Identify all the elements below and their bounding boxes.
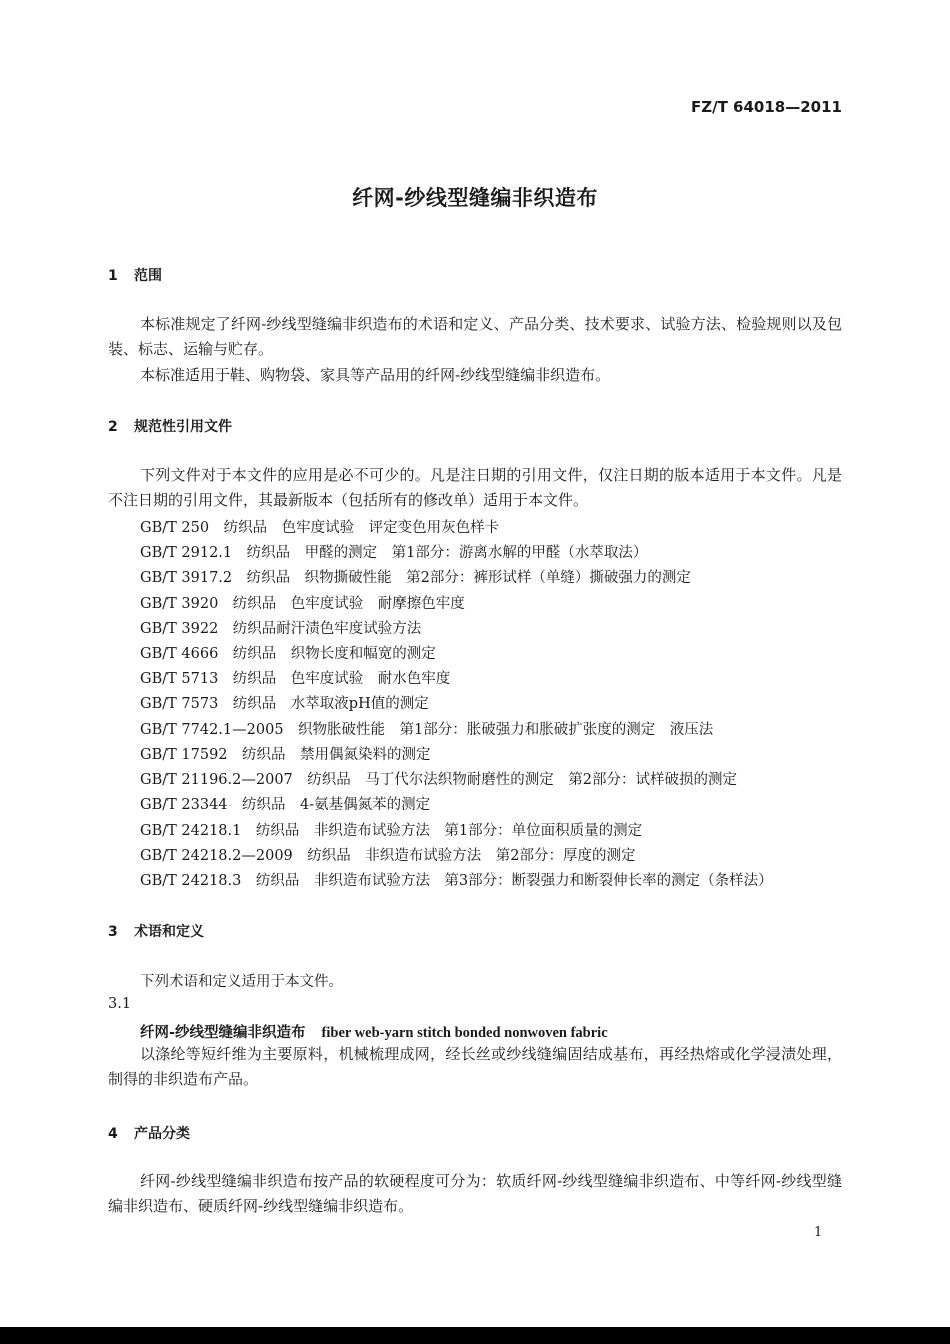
section-title: 产品分类	[134, 1126, 190, 1142]
section-3-intro: 下列术语和定义适用于本文件。	[140, 974, 343, 990]
reference-item: GB/T 23344 纺织品 4-氨基偶氮苯的测定	[140, 797, 431, 813]
reference-item: GB/T 24218.3 纺织品 非织造布试验方法 第3部分：断裂强力和断裂伸长率的测定（条样法）	[140, 873, 773, 889]
page-number: 1	[814, 1225, 823, 1240]
reference-item: GB/T 24218.2—2009 纺织品 非织造布试验方法 第2部分：厚度的测定	[140, 848, 636, 864]
section-1-heading	[108, 265, 162, 285]
reference-item: GB/T 2912.1 纺织品 甲醛的测定 第1部分：游离水解的甲醛（水萃取法）	[140, 545, 648, 561]
section-2-heading	[108, 416, 232, 436]
reference-item: GB/T 3922 纺织品耐汗渍色牢度试验方法	[140, 621, 422, 637]
section-number: 2	[108, 419, 118, 435]
term-definition: 以涤纶等短纤维为主要原料，机械梳理成网，经长丝或纱线缝编固结成基布，再经热熔或化学浸渍处理，制得的非织造布产品。	[108, 1045, 842, 1088]
reference-item: GB/T 17592 纺织品 禁用偶氮染料的测定	[140, 747, 431, 763]
bottom-border	[0, 1327, 950, 1344]
term-chinese: 纤网-纱线型缝编非织造布	[140, 1024, 306, 1041]
section-1-paragraph-2: 本标准适用于鞋、购物袋、家具等产品用的纤网-纱线型缝编非织造布。	[140, 366, 611, 384]
reference-item: GB/T 5713 纺织品 色牢度试验 耐水色牢度	[140, 671, 451, 687]
section-number: 3	[108, 924, 118, 940]
section-title: 范围	[134, 268, 162, 284]
reference-item: GB/T 3920 纺织品 色牢度试验 耐摩擦色牢度	[140, 596, 465, 612]
reference-item: GB/T 3917.2 纺织品 织物撕破性能 第2部分：裤形试样（单缝）撕破强力的测定	[140, 570, 691, 586]
section-3-heading	[108, 921, 204, 941]
reference-item: GB/T 21196.2—2007 纺织品 马丁代尔法织物耐磨性的测定 第2部分：试样破损的测定	[140, 772, 737, 788]
section-4-paragraph: 纤网-纱线型缝编非织造布按产品的软硬程度可分为：软质纤网-纱线型缝编非织造布、中等纤网-纱线型缝编非织造布、硬质纤网-纱线型缝编非织造布。	[108, 1172, 842, 1215]
section-2-intro: 下列文件对于本文件的应用是必不可少的。凡是注日期的引用文件，仅注日期的版本适用于本文件。凡是不注日期的引用文件，其最新版本（包括所有的修改单）适用于本文件。	[108, 466, 842, 509]
reference-item: GB/T 7573 纺织品 水萃取液pH值的测定	[140, 696, 429, 712]
section-title: 术语和定义	[134, 924, 204, 940]
section-number: 4	[108, 1126, 118, 1142]
term-english: fiber web-yarn stitch bonded nonwoven fabric	[321, 1025, 608, 1041]
term-number: 3.1	[108, 996, 132, 1012]
reference-item: GB/T 250 纺织品 色牢度试验 评定变色用灰色样卡	[140, 520, 500, 536]
section-1-paragraph-1: 本标准规定了纤网-纱线型缝编非织造布的术语和定义、产品分类、技术要求、试验方法、检验规则以及包装、标志、运输与贮存。	[108, 315, 842, 358]
reference-item: GB/T 4666 纺织品 织物长度和幅宽的测定	[140, 646, 436, 662]
reference-item: GB/T 7742.1—2005 织物胀破性能 第1部分：胀破强力和胀破扩张度的测定 液压法	[140, 722, 714, 738]
section-number: 1	[108, 268, 118, 284]
standard-code: FZ/T 64018—2011	[691, 98, 842, 116]
section-title: 规范性引用文件	[134, 419, 232, 435]
reference-item: GB/T 24218.1 纺织品 非织造布试验方法 第1部分：单位面积质量的测定	[140, 823, 643, 839]
section-4-heading	[108, 1123, 190, 1143]
document-title: 纤网-纱线型缝编非织造布	[352, 186, 598, 210]
term-heading	[140, 1021, 608, 1042]
